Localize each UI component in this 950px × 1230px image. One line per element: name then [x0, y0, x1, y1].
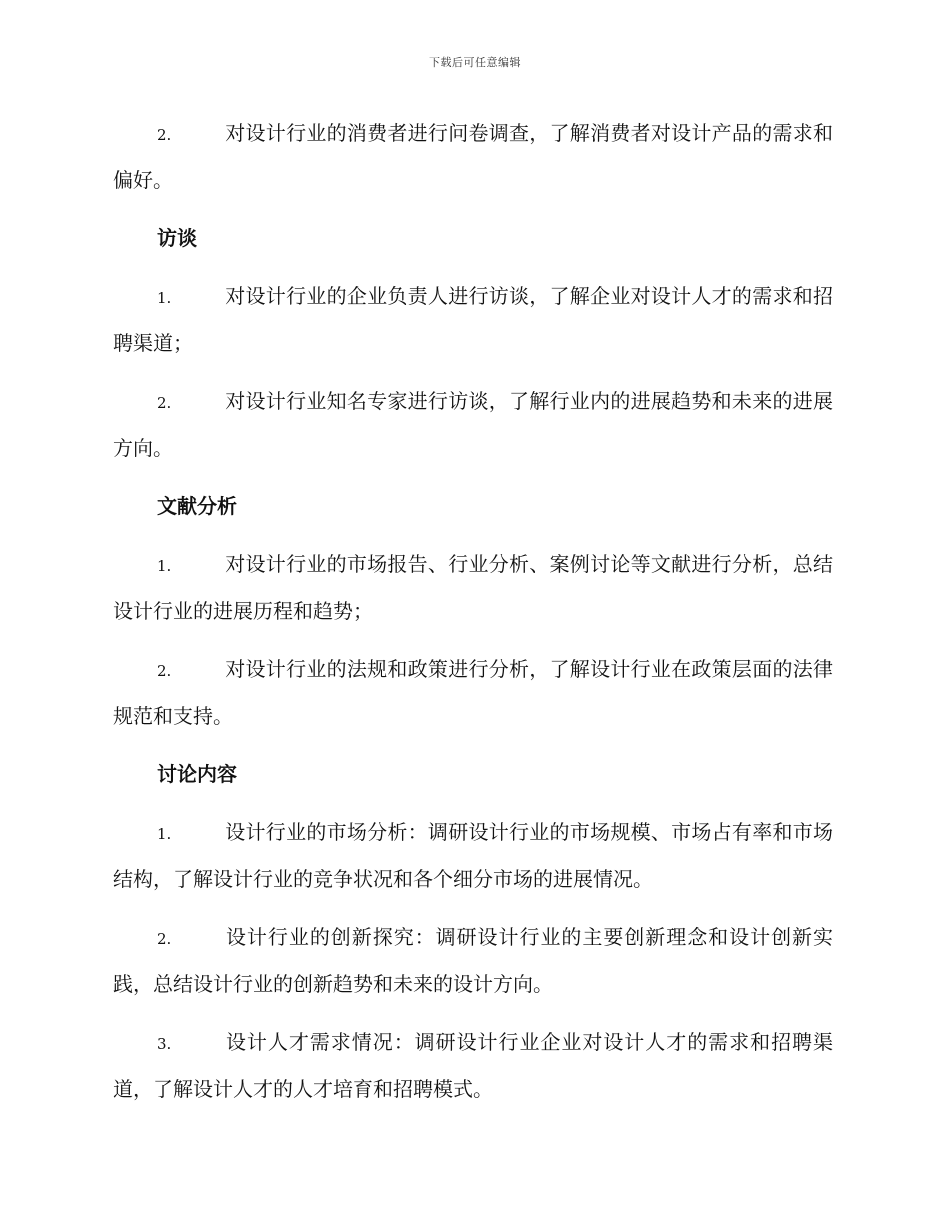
- document-body: [113, 111, 833, 1125]
- item-text: 对设计行业的企业负责人进行访谈，了解企业对设计人才的需求和招聘渠道；: [113, 284, 833, 355]
- page-header: 下载后可任意编辑: [429, 56, 521, 69]
- list-item: [113, 542, 833, 634]
- item-text: 设计行业的创新探究：调研设计行业的主要创新理念和设计创新实践，总结设计行业的创新趋势和未来的设计方向。: [113, 925, 833, 996]
- list-item: [113, 111, 833, 203]
- section-heading-interview: 访谈: [157, 226, 197, 250]
- list-item: [113, 810, 833, 902]
- item-text: 对设计行业的法规和政策进行分析，了解设计行业在政策层面的法律规范和支持。: [113, 657, 833, 728]
- item-text: 设计行业的市场分析：调研设计行业的市场规模、市场占有率和市场结构，了解设计行业的竞争状况和各个细分市场的进展情况。: [113, 820, 833, 891]
- list-item: [113, 1020, 833, 1112]
- item-text: 对设计行业的消费者进行问卷调查，了解消费者对设计产品的需求和偏好。: [113, 121, 833, 192]
- list-item: [113, 647, 833, 739]
- list-item: [113, 274, 833, 366]
- section-heading-literature: 文献分析: [157, 494, 237, 518]
- item-number: 2.: [157, 930, 172, 948]
- list-item: [113, 915, 833, 1007]
- section-heading-discussion: 讨论内容: [157, 762, 237, 786]
- item-number: 2.: [157, 394, 172, 412]
- item-number: 1.: [157, 825, 172, 843]
- item-number: 2.: [157, 126, 172, 144]
- item-number: 1.: [157, 289, 172, 307]
- item-text: 对设计行业的市场报告、行业分析、案例讨论等文献进行分析，总结设计行业的进展历程和趋势；: [113, 552, 833, 623]
- list-item: [113, 379, 833, 471]
- item-text: 设计人才需求情况：调研设计行业企业对设计人才的需求和招聘渠道，了解设计人才的人才培育和招聘模式。: [113, 1030, 833, 1101]
- item-number: 3.: [157, 1035, 172, 1053]
- item-text: 对设计行业知名专家进行访谈，了解行业内的进展趋势和未来的进展方向。: [113, 389, 833, 460]
- item-number: 2.: [157, 662, 172, 680]
- item-number: 1.: [157, 557, 172, 575]
